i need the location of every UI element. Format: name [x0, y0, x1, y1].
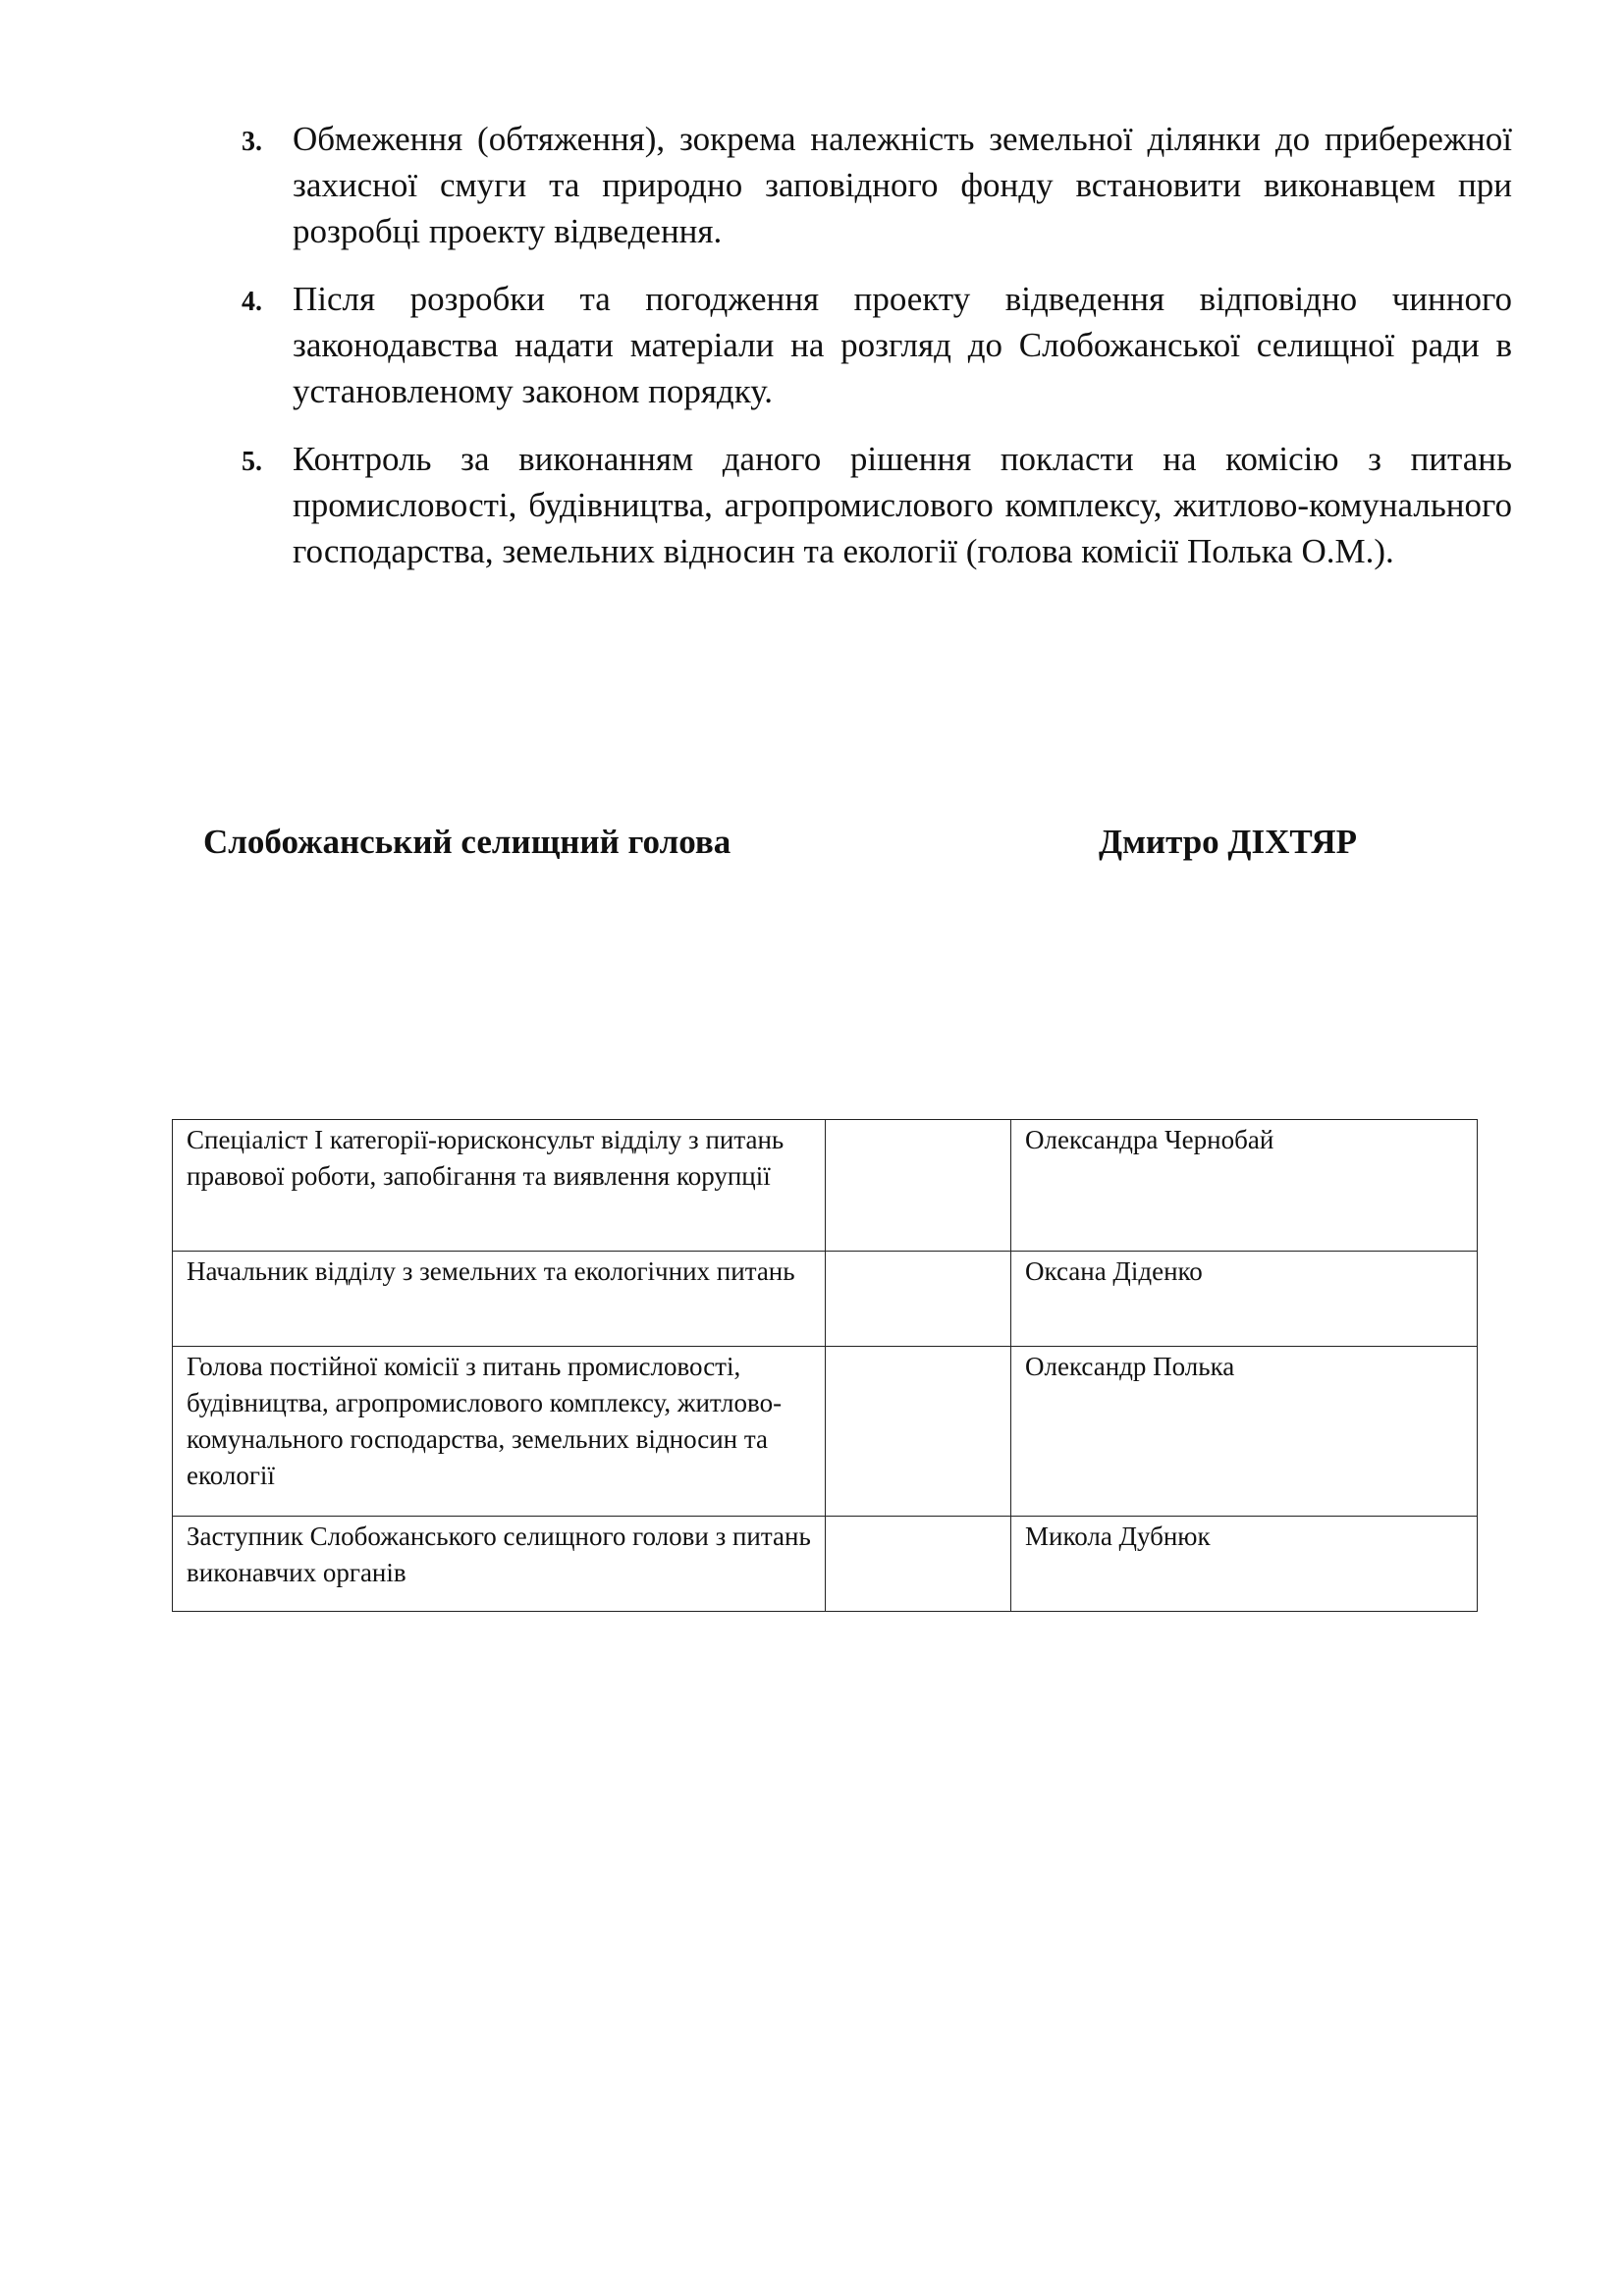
- approver-position: Спеціаліст І категорії-юрисконсульт відділу з питань правової роботи, запобігання та виявлення корупції: [173, 1120, 826, 1252]
- table-row: [173, 1347, 1478, 1517]
- approver-name: Микола Дубнюк: [1011, 1517, 1478, 1612]
- approver-signature-cell: [826, 1517, 1011, 1612]
- decision-item: [242, 116, 1512, 254]
- approver-name: Оксана Діденко: [1011, 1252, 1478, 1347]
- approver-signature-cell: [826, 1347, 1011, 1517]
- approver-signature-cell: [826, 1120, 1011, 1252]
- item-number: 4.: [242, 287, 262, 317]
- item-number: 5.: [242, 447, 262, 477]
- table-row: [173, 1120, 1478, 1252]
- approver-position: Начальник відділу з земельних та екологічних питань: [173, 1252, 826, 1347]
- approver-position: Голова постійної комісії з питань промисловості, будівництва, агропромислового комплексу, житлово-комунального господарства, земельних відносин та екології: [173, 1347, 826, 1517]
- item-text: Після розробки та погодження проекту відведення відповідно чинного законодавства надати матеріали на розгляд до Слобожанської селищної ради в установленому законом порядку.: [293, 280, 1512, 410]
- approvals-table: [172, 1119, 1478, 1612]
- signatory-name: Дмитро ДІХТЯР: [1099, 823, 1358, 861]
- head-signature-block: [203, 823, 1411, 872]
- decision-item: [242, 276, 1512, 414]
- approver-name: Олександра Чернобай: [1011, 1120, 1478, 1252]
- item-text: Обмеження (обтяження), зокрема належність земельної ділянки до прибережної захисної смуги та природно заповідного фонду встановити виконавцем при розробці проекту відведення.: [293, 120, 1512, 250]
- decision-items-list: [242, 116, 1512, 596]
- table-row: [173, 1517, 1478, 1612]
- signatory-title: Слобожанський селищний голова: [203, 823, 731, 861]
- table-row: [173, 1252, 1478, 1347]
- decision-item: [242, 436, 1512, 574]
- item-number: 3.: [242, 127, 262, 157]
- approver-signature-cell: [826, 1252, 1011, 1347]
- approver-name: Олександр Полька: [1011, 1347, 1478, 1517]
- item-text: Контроль за виконанням даного рішення покласти на комісію з питань промисловості, будівництва, агропромислового комплексу, житлово-комунального господарства, земельних відносин та екології (голова комісії Полька О.М.).: [293, 440, 1512, 570]
- approver-position: Заступник Слобожанського селищного голови з питань виконавчих органів: [173, 1517, 826, 1612]
